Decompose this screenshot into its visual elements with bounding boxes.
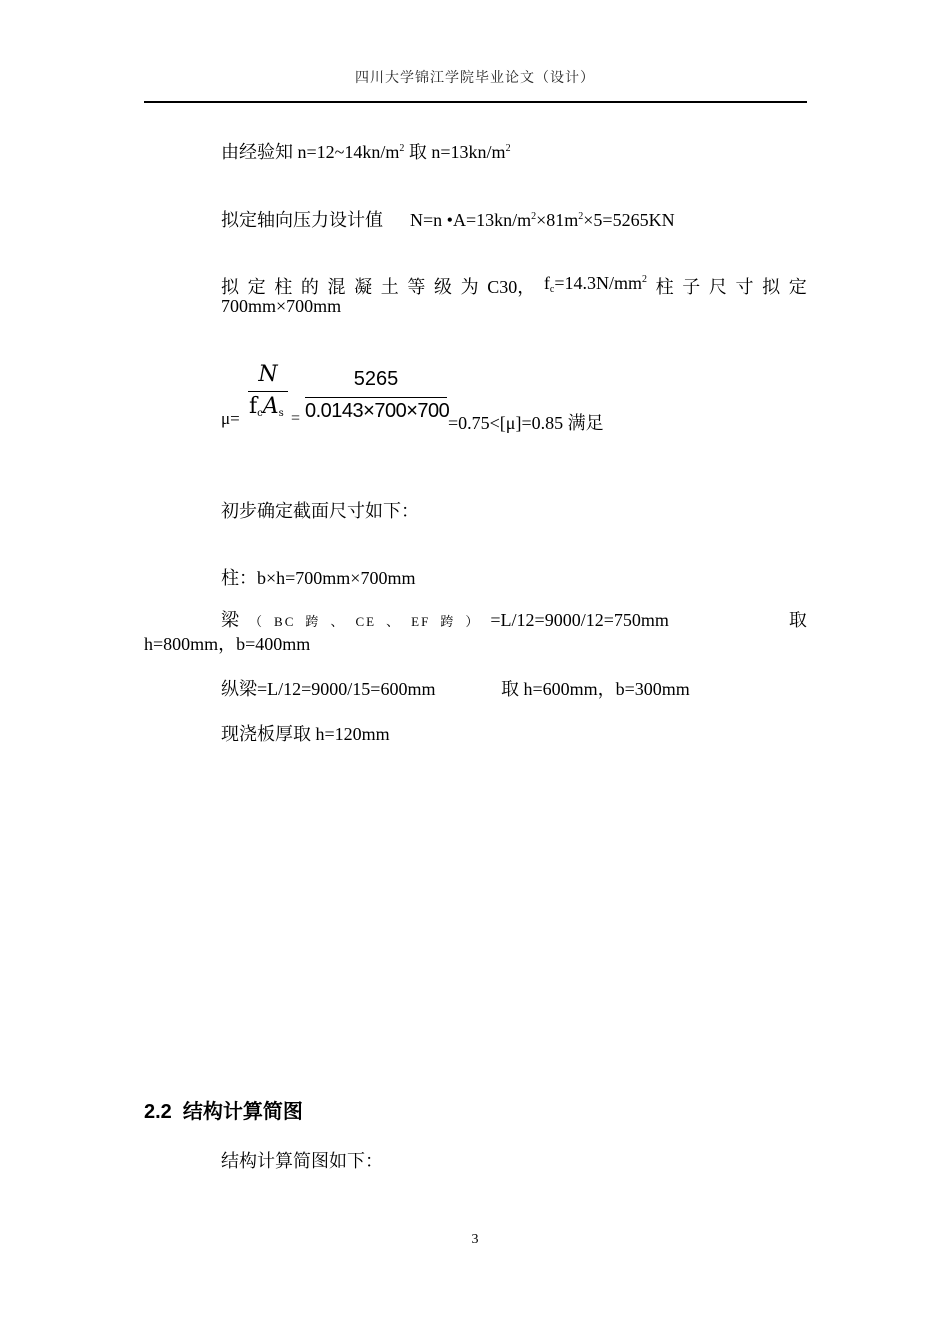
word: 梁 <box>221 610 239 630</box>
formula-numerator-n: N <box>258 362 278 387</box>
superscript: 2 <box>399 143 405 154</box>
header-divider <box>144 101 807 103</box>
word: 柱 <box>274 277 293 297</box>
longitudinal-beam-size: 取 h=600mm，b=300mm <box>501 679 690 699</box>
page-header-title: 四川大学锦江学院毕业论文（设计） <box>355 71 595 86</box>
word: 、 <box>386 614 402 629</box>
beam-size-continuation: h=800mm，b=400mm <box>144 634 311 654</box>
word: （ <box>249 614 265 629</box>
superscript: 2 <box>505 143 511 154</box>
word: 拟 <box>221 277 239 297</box>
word: C30， <box>487 277 536 297</box>
word: 跨 <box>440 614 456 629</box>
word: 、 <box>330 614 346 629</box>
section-heading: 2.2 结构计算简图 <box>144 1101 303 1123</box>
word: BC <box>274 614 296 629</box>
fraction-bar <box>305 397 447 398</box>
text-segment: 取 n=13kn/m <box>404 142 506 162</box>
formula-numerator-value: 5265 <box>353 368 399 390</box>
word: 为 <box>460 277 479 297</box>
slab-thickness: 现浇板厚取 h=120mm <box>221 724 390 744</box>
text-segment: f <box>249 394 258 419</box>
text-segment: f <box>543 273 550 293</box>
word: ） <box>465 614 481 629</box>
empirical-load-line <box>221 138 511 164</box>
superscript: 2 <box>642 274 647 285</box>
beam-size-line <box>221 606 807 632</box>
mu-label: μ= <box>221 409 240 428</box>
column-size-continuation: 700mm×700mm <box>221 296 342 316</box>
page-number: 3 <box>471 1232 479 1247</box>
word: CE <box>355 614 377 629</box>
word: 混 <box>327 277 346 297</box>
word: 定 <box>788 277 807 297</box>
fc-value <box>544 273 647 299</box>
text-segment: ×5=5265KN <box>583 210 675 230</box>
subscript: s <box>278 408 284 419</box>
word: 的 <box>300 277 319 297</box>
section-intro: 初步确定截面尺寸如下： <box>221 501 419 521</box>
superscript: 2 <box>578 211 584 222</box>
formula-equals: = <box>291 410 301 427</box>
column-size: 柱：b×h=700mm×700mm <box>221 568 416 588</box>
text-segment: A <box>262 394 279 419</box>
text-segment: 拟定轴向压力设计值 N=n •A=13kn/m <box>221 210 532 230</box>
text-segment: 由经验知 n=12~14kn/m <box>221 142 400 162</box>
word: 土 <box>380 277 399 297</box>
axial-force-line <box>221 206 675 232</box>
word: 级 <box>434 277 452 297</box>
word: 定 <box>247 277 266 297</box>
superscript: 2 <box>531 211 537 222</box>
word: 凝 <box>354 277 373 297</box>
word: 拟 <box>762 277 781 297</box>
text-segment: ×81m <box>536 210 579 230</box>
word: 子 <box>682 277 701 297</box>
word: =L/12=9000/12=750mm <box>490 610 669 630</box>
formula-denominator-fcas <box>249 394 284 419</box>
word: 跨 <box>305 614 321 629</box>
fraction-bar <box>248 391 288 392</box>
word: 尺 <box>708 277 727 297</box>
formula-result: =0.75<[μ]=0.85 满足 <box>448 413 604 433</box>
longitudinal-beam-formula: 纵梁=L/12=9000/15=600mm <box>221 679 436 699</box>
section-intro: 结构计算简图如下： <box>221 1151 383 1171</box>
word: 等 <box>407 277 426 297</box>
subscript: c <box>549 284 555 295</box>
word: EF <box>411 614 431 629</box>
word: 柱 <box>655 277 674 297</box>
subscript: c <box>257 408 263 419</box>
text-segment: =14.3N/mm <box>554 273 642 293</box>
word: 取 <box>788 610 807 630</box>
word: 寸 <box>735 277 754 297</box>
formula-denominator-value: 0.0143×700×700 <box>305 400 450 422</box>
